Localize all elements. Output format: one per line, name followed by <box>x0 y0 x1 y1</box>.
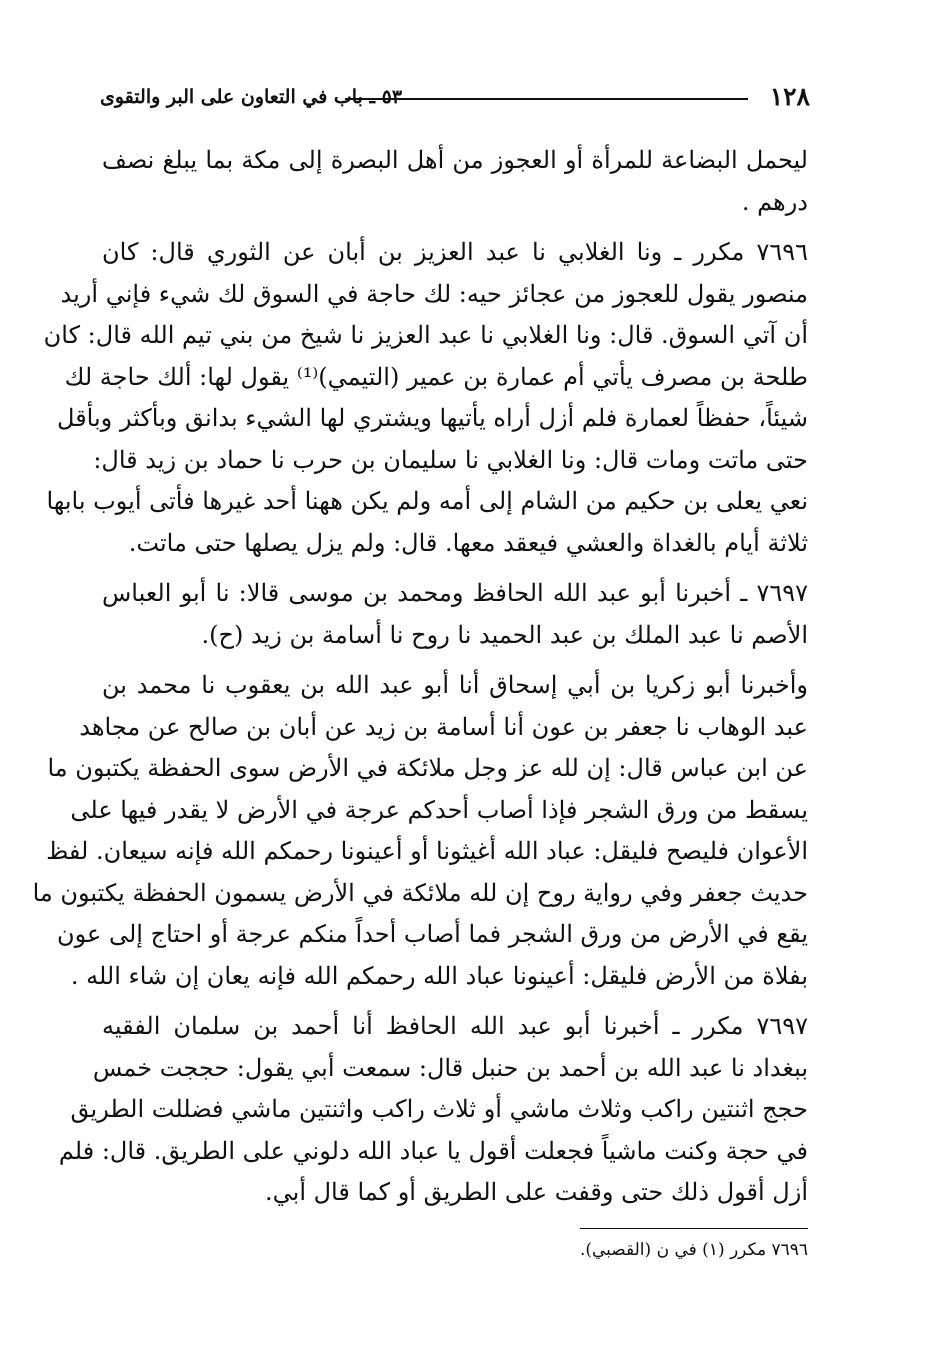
text-line: عبد الوهاب نا جعفر بن عون أنا أسامة بن زيد عن أبان بن صالح عن مجاهد <box>79 712 808 741</box>
page-number: ١٢٨ <box>769 82 810 111</box>
running-title: ٥٣ ـ باب في التعاون على البر والتقوى <box>100 86 403 108</box>
paragraph <box>102 573 808 656</box>
text-line: يسقط من ورق الشجر فإذا أصاب أحدكم عرجة في الأرض لا يقدر فيها على <box>70 795 808 824</box>
paragraph-gap <box>102 656 808 665</box>
text-line: ٧٦٩٦ مكرر ـ ونا الغلابي نا عبد العزيز بن أبان عن الثوري قال: كان <box>102 238 808 266</box>
text-line: يقع في الأرض من ورق الشجر فما أصاب أحداً منكم عرجة أو احتاج إلى عون <box>57 920 808 948</box>
footnote-rule <box>580 1228 808 1229</box>
text-line: حجج اثنتين راكب وثلاث ماشي أو ثلاث راكب واثنتين ماشي فضللت الطريق <box>70 1095 808 1123</box>
text-line: حتى ماتت ومات قال: ونا الغلابي نا سليمان بن حرب نا حماد بن زيد قال: <box>93 445 808 474</box>
text-line: درهم . <box>741 187 808 216</box>
header-rule <box>345 98 748 100</box>
text-line: ثلاثة أيام بالغداة والعشي فيعقد معها. قال: ولم يزل يصلها حتى ماتت. <box>128 528 808 557</box>
text-line: أن آتي السوق. قال: ونا الغلابي نا عبد العزيز نا شيخ من بني تيم الله قال: كان <box>43 321 808 349</box>
text-line: عن ابن عباس قال: إن لله عز وجل ملائكة في الأرض سوى الحفظة يكتبون ما <box>47 754 808 782</box>
text-line: ليحمل البضاعة للمرأة أو العجوز من أهل البصرة إلى مكة بما يبلغ نصف <box>102 146 808 174</box>
text-line: نعي يعلى بن حكيم من الشام إلى أمه ولم يكن ههنا أحد غيرها فأتى أيوب بابها <box>46 487 808 515</box>
text-line: شيئاً، حفظاً لعمارة فلم أزل أراه يأتيها ويشتري لها الشيء بدانق وبأكثر وبأقل <box>57 404 808 432</box>
text-line: بفلاة من الأرض فليقل: أعينونا عباد الله رحمكم الله فإنه يعان إن شاء الله . <box>70 961 808 990</box>
text-line: الأعوان فليصح فليقل: عباد الله أغيثونا أو أعينونا رحمكم الله فإنه سيعان. لفظ <box>46 837 808 865</box>
text-line: الأصم نا عبد الملك بن عبد الحميد نا روح نا أسامة بن زيد (ح). <box>201 620 808 649</box>
paragraph <box>58 1006 808 1214</box>
paragraph <box>102 140 808 223</box>
paragraph-gap <box>102 223 808 232</box>
text-line: في حجة وكنت ماشياً فجعلت أقول يا عباد الله دلوني على الطريق. قال: فلم <box>58 1136 808 1165</box>
paragraph-gap <box>102 564 808 573</box>
text-line: ٧٦٩٧ مكرر ـ أخبرنا أبو عبد الله الحافظ أنا أحمد بن سلمان الفقيه <box>102 1012 808 1040</box>
text-line: ٧٦٩٧ ـ أخبرنا أبو عبد الله الحافظ ومحمد بن موسى قالا: نا أبو العباس <box>102 579 808 607</box>
text-line: منصور يقول للعجوز من عجائز حيه: لك حاجة في السوق لك شيء فإني أريد <box>60 279 808 308</box>
text-line: حديث جعفر وفي رواية روح إن لله ملائكة في الأرض يسمون الحفظة يكتبون ما <box>32 878 808 907</box>
paragraph <box>43 232 808 564</box>
text-line: طلحة بن مصرف يأتي أم عمارة بن عمير (التيمي)⁽¹⁾ يقول لها: ألك حاجة لك <box>64 362 808 391</box>
paragraph-gap <box>102 997 808 1006</box>
text-line: ببغداد نا عبد الله بن أحمد بن حنبل قال: سمعت أبي يقول: حججت خمس <box>92 1053 808 1082</box>
page-header <box>100 78 810 118</box>
paragraph <box>32 665 808 997</box>
footnote: ٧٦٩٦ مكرر (١) في ن (القصبي). <box>579 1240 808 1260</box>
main-text <box>32 140 808 1214</box>
text-line: وأخبرنا أبو زكريا بن أبي إسحاق أنا أبو عبد الله بن يعقوب نا محمد بن <box>102 671 808 699</box>
text-line: أزل أقول ذلك حتى وقفت على الطريق أو كما قال أبي. <box>265 1178 808 1206</box>
